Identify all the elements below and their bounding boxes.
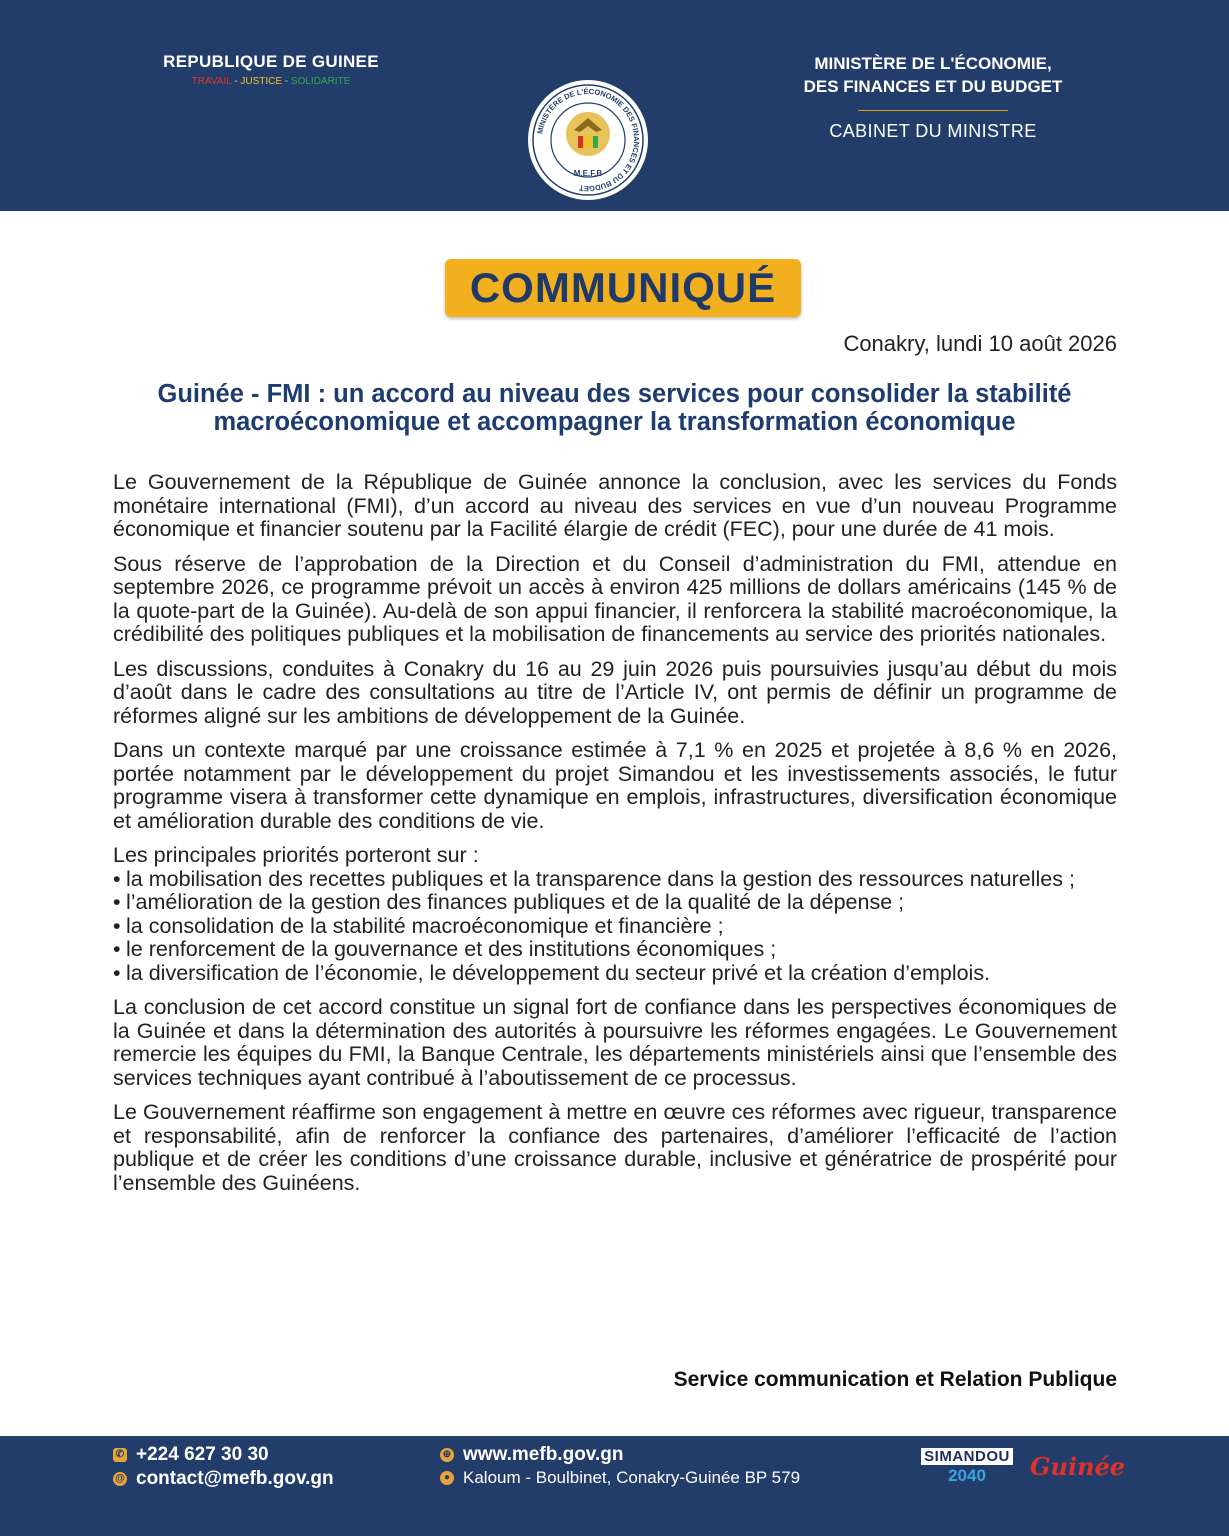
- simandou-2040-logo: [915, 1448, 1019, 1492]
- paragraph-5: La conclusion de cet accord constitue un signal fort de confiance dans les perspectives économiques de la Guinée et dans la détermination des autorités à poursuivre les réformes engagées. Le Gouvernement remercie les équipes du FMI, la Banque Centrale, les départements ministériels ainsi que l’ensemble des services techniques ayant contribué à l’aboutissement de ce processus.: [113, 995, 1117, 1090]
- cabinet-label: CABINET DU MINISTRE: [829, 121, 1037, 141]
- motto-word-solidarite: SOLIDARITE: [290, 76, 351, 87]
- motto-separator: -: [231, 76, 241, 87]
- paragraph-1: Le Gouvernement de la République de Guinée annonce la conclusion, avec les services du Fonds monétaire international (FMI), d’un accord au niveau des services en vue d’un nouveau Programme économique et financier soutenu par la Facilité élargie de crédit (FEC), pour une durée de 41 mois.: [113, 470, 1117, 541]
- footer-banner: [0, 1436, 1229, 1536]
- phone-icon: ✆: [113, 1448, 127, 1462]
- footer-address: [440, 1468, 800, 1488]
- motto-word-justice: JUSTICE: [240, 76, 283, 87]
- postal-address: Kaloum - Boulbinet, Conakry-Guinée BP 579: [463, 1468, 801, 1487]
- phone-number: +224 627 30 30: [136, 1444, 269, 1465]
- ministry-name-line2: DES FINANCES ET DU BUDGET: [803, 77, 1063, 96]
- website-url: www.mefb.gov.gn: [463, 1444, 624, 1465]
- motto-word-travail: TRAVAIL: [191, 76, 232, 87]
- priority-item: • la mobilisation des recettes publiques et la transparence dans la gestion des ressources naturelles ;: [113, 868, 1117, 892]
- email-icon: @: [113, 1472, 127, 1486]
- communique-label: COMMUNIQUÉ: [469, 264, 777, 311]
- location-pin-icon: ●: [440, 1471, 454, 1485]
- document-body: [113, 471, 1117, 1206]
- priorities-intro: Les principales priorités porteront sur :: [113, 843, 479, 867]
- communique-badge: [445, 259, 801, 317]
- footer-phone[interactable]: [113, 1444, 269, 1466]
- motto-separator: -: [282, 76, 291, 87]
- national-motto: [140, 76, 402, 87]
- footer-email[interactable]: [113, 1468, 334, 1490]
- priority-item: • l’amélioration de la gestion des finances publiques et de la qualité de la dépense ;: [113, 891, 1117, 915]
- priority-item: • la diversification de l’économie, le développement du secteur privé et la création d’emplois.: [113, 962, 1117, 986]
- priorities-list: [113, 868, 1117, 986]
- globe-icon: ⊕: [440, 1448, 454, 1462]
- email-address: contact@mefb.gov.gn: [136, 1468, 334, 1489]
- republic-block: [140, 52, 402, 87]
- republic-name: REPUBLIQUE DE GUINEE: [163, 52, 379, 71]
- paragraph-6: Le Gouvernement réaffirme son engagement à mettre en œuvre ces réformes avec rigueur, transparence et responsabilité, afin de renforcer la confiance des partenaires, d’améliorer l’efficacité de l’action publique et de créer les conditions d’une croissance durable, inclusive et génératrice de prospérité pour l’ensemble des Guinéens.: [113, 1100, 1117, 1195]
- priority-item: • la consolidation de la stabilité macroéconomique et financière ;: [113, 915, 1117, 939]
- paragraph-3: Les discussions, conduites à Conakry du 16 au 29 juin 2026 puis poursuivies jusqu’au début du mois d’août dans le cadre des consultations au titre de l’Article IV, ont permis de définir un programme de réformes aligné sur les ambitions de développement de la Guinée.: [113, 656, 1117, 728]
- gold-divider: [858, 110, 1008, 111]
- guinee-logo: Guinée: [1030, 1452, 1126, 1481]
- ministry-name-line1: MINISTÈRE DE L'ÉCONOMIE,: [814, 54, 1052, 73]
- paragraph-2: Sous réserve de l’approbation de la Direction et du Conseil d’administration du FMI, attendue en septembre 2026, ce programme prévoit un accès à environ 425 millions de dollars américains (145 % de la quote-part de la Guinée). Au-delà de son appui financier, il renforcera la stabilité macroéconomique, la crédibilité des politiques publiques et la mobilisation de financements au service des priorités nationales.: [113, 551, 1117, 646]
- seal-ring-text: MINISTÈRE DE L'ÉCONOMIE DES FINANCES ET DU BUDGET: [535, 86, 642, 194]
- signature: Service communication et Relation Publique: [673, 1368, 1117, 1391]
- simandou-logo-year: 2040: [948, 1466, 986, 1485]
- document-date: Conakry, lundi 10 août 2026: [843, 331, 1117, 356]
- header-banner: [0, 0, 1229, 211]
- simandou-logo-text: SIMANDOU: [921, 1448, 1013, 1465]
- seal-abbreviation: M.E.F.B: [573, 169, 603, 178]
- priority-item: • le renforcement de la gouvernance et des institutions économiques ;: [113, 938, 1117, 962]
- footer-website[interactable]: [440, 1444, 623, 1466]
- paragraph-4: Dans un contexte marqué par une croissance estimée à 7,1 % en 2025 et projetée à 8,6 % en 2026, portée notamment par le développement du projet Simandou et les investissements associés, le futur programme visera à transformer cette dynamique en emplois, infrastructures, diversification économique et amélioration durable des conditions de vie.: [113, 738, 1117, 833]
- ministry-seal-logo: [526, 78, 650, 202]
- document-title: Guinée - FMI : un accord au niveau des services pour consolider la stabilité macroéconomique et accompagner la transformation économique: [157, 380, 1072, 436]
- ministry-block: [790, 52, 1076, 142]
